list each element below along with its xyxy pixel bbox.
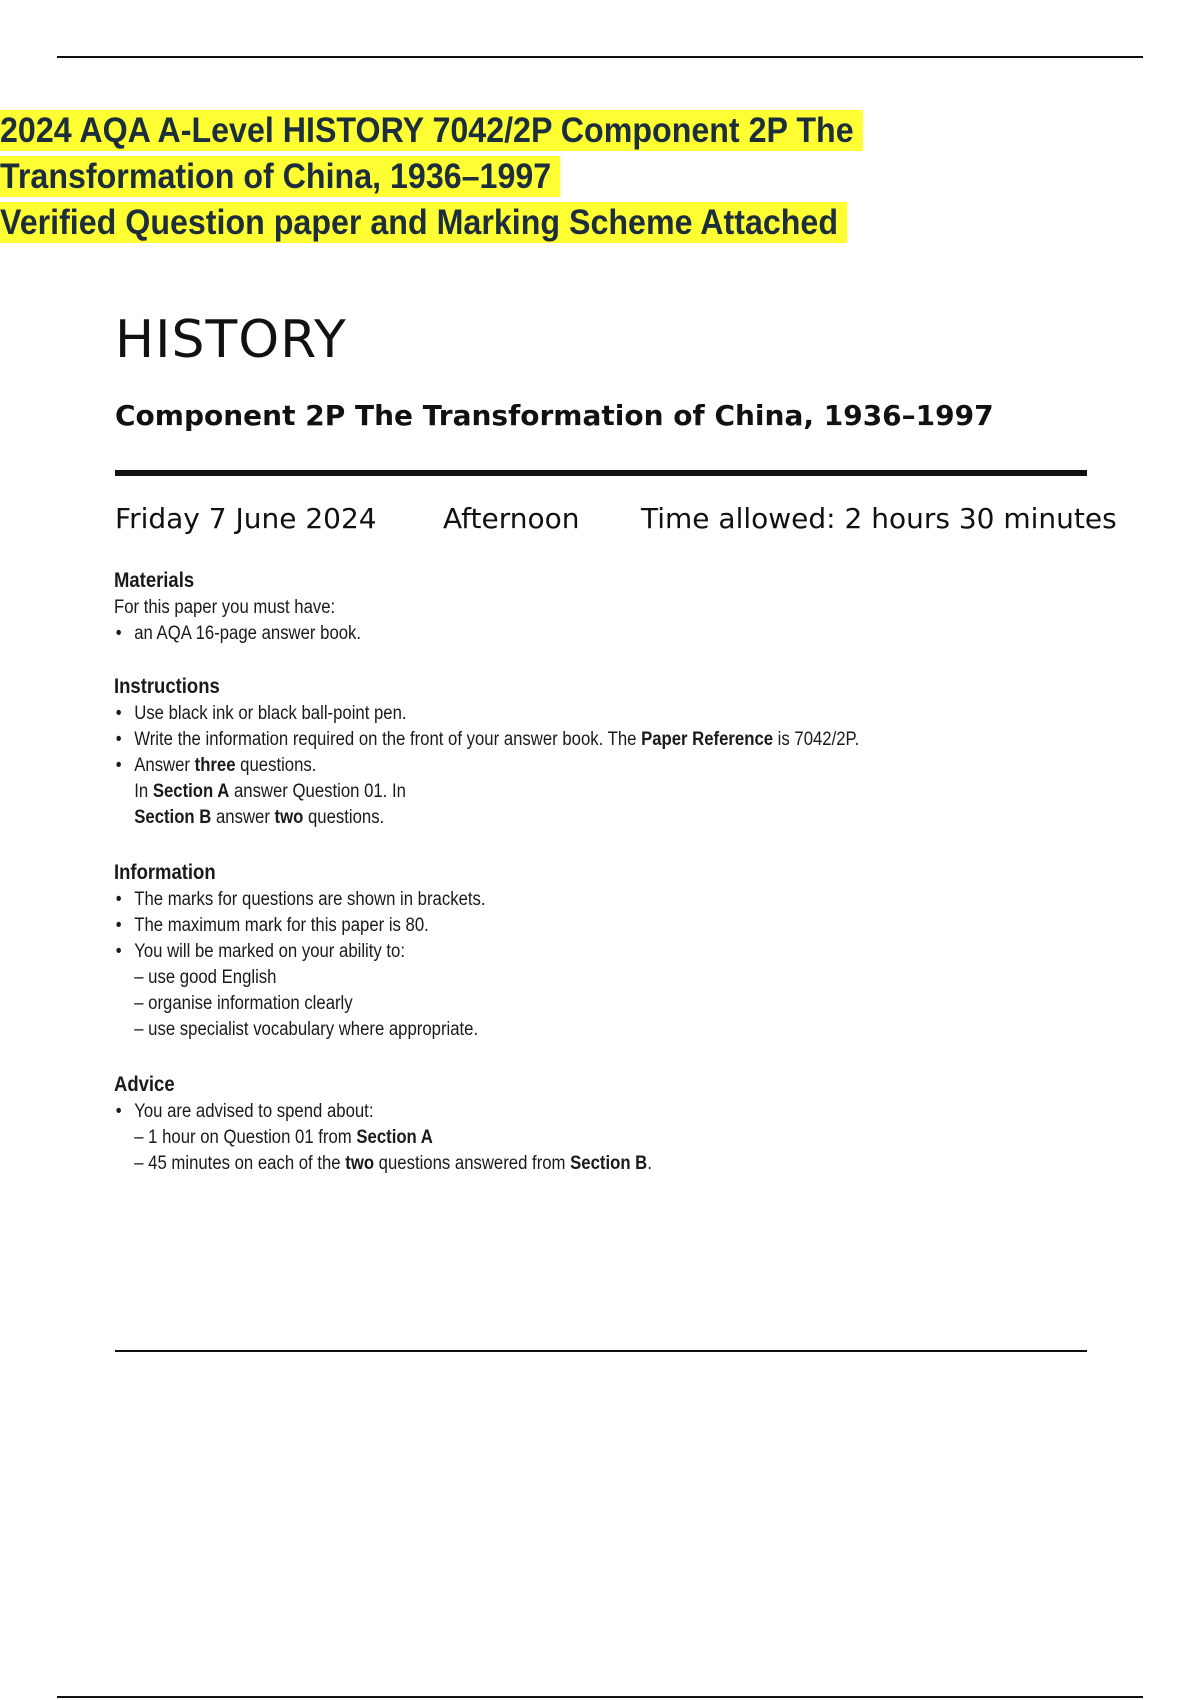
exam-session: Afternoon [443, 502, 580, 535]
list-item: • You will be marked on your ability to: [114, 939, 486, 965]
materials-list [114, 621, 361, 647]
subject-title: HISTORY [115, 310, 347, 370]
sub-item: – 45 minutes on each of the two questions answered from Section B. [134, 1153, 652, 1174]
list-item: • Answer three questions. [114, 753, 859, 779]
banner-line-1: 2024 AQA A-Level HISTORY 7042/2P Component 2P The [0, 108, 863, 154]
materials-heading: Materials [114, 569, 195, 592]
time-allowed: Time allowed: 2 hours 30 minutes [641, 502, 1117, 535]
list-item: • You are advised to spend about: [114, 1099, 652, 1125]
instructions-list [114, 701, 859, 831]
advice-section [114, 1071, 652, 1177]
advice-heading: Advice [114, 1073, 175, 1096]
sub-item: – 1 hour on Question 01 from Section A [134, 1127, 433, 1148]
header-divider [115, 470, 1087, 476]
banner-line-3: Verified Question paper and Marking Scheme Attached [0, 200, 863, 246]
banner-line-2: Transformation of China, 1936–1997 [0, 154, 863, 200]
information-section [114, 859, 486, 1043]
footer-divider [115, 1350, 1087, 1352]
top-divider [57, 56, 1143, 58]
list-item: • an AQA 16-page answer book. [114, 621, 361, 647]
title-banner [0, 108, 863, 246]
materials-intro: For this paper you must have: [114, 597, 336, 618]
component-title: Component 2P The Transformation of China, 1936–1997 [115, 399, 994, 432]
information-list [114, 887, 486, 1043]
sub-item: – use specialist vocabulary where appropriate. [134, 1019, 479, 1040]
paper-reference-label: Paper Reference [641, 729, 774, 750]
list-item: • Write the information required on the front of your answer book. The Paper Reference is 7042/2P. [114, 727, 859, 753]
instructions-section [114, 673, 859, 831]
list-item-continuation: In Section A answer Question 01. In [134, 781, 406, 802]
information-heading: Information [114, 861, 216, 884]
sub-item: – use good English [134, 967, 277, 988]
list-item: • Use black ink or black ball-point pen. [114, 701, 859, 727]
list-item: • The maximum mark for this paper is 80. [114, 913, 486, 939]
materials-section [114, 567, 361, 647]
instructions-heading: Instructions [114, 675, 220, 698]
list-item: • The marks for questions are shown in brackets. [114, 887, 486, 913]
sub-item: – organise information clearly [134, 993, 353, 1014]
exam-date: Friday 7 June 2024 [115, 502, 377, 535]
bottom-divider [57, 1696, 1143, 1698]
advice-list [114, 1099, 652, 1177]
list-item-continuation: Section B answer two questions. [134, 807, 385, 828]
